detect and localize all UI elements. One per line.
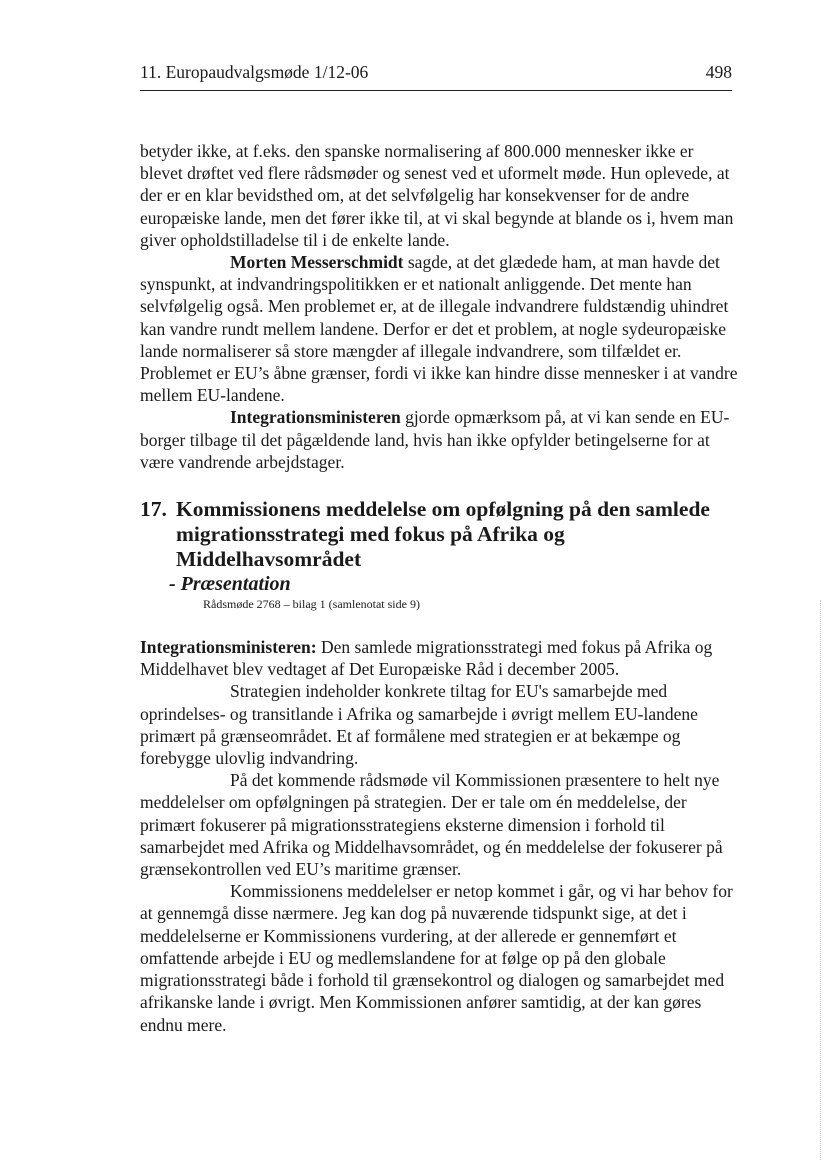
- page-content: [140, 140, 740, 1036]
- paragraph-messerschmidt: [140, 251, 740, 406]
- page-header: [140, 58, 732, 91]
- paragraph-integrationsminister: [140, 406, 740, 473]
- paragraph-continuation: betyder ikke, at f.eks. den spanske normalisering af 800.000 mennesker ikke er blevet drøftet ved flere rådsmøder og senest ved et uformelt møde. Hun oplevede, at der er en klar bevidsthed om, at det selvfølgelig har konsekvenser for de andre europæiske lande, men det fører ikke til, at vi skal begynde at blande os i, hvem man giver opholdstilladelse til i de enkelte lande.: [140, 141, 734, 250]
- paragraph-section-intro: [140, 636, 740, 680]
- header-meeting-title: 11. Europaudvalgsmøde 1/12-06: [140, 62, 369, 82]
- speaker-name: Morten Messerschmidt: [230, 252, 404, 273]
- speaker-name: Integrationsministeren:: [140, 637, 317, 658]
- paragraph-text: Den samlede migrationsstrategi med fokus på Afrika og Middelhavet blev vedtaget af Det Europæiske Råd i december 2005.: [140, 637, 713, 680]
- paragraph-text: gjorde opmærksom på, at vi kan sende en EU-borger tilbage til det pågældende land, hvis han ikke opfylder betingelserne for at være vandrende arbejdstager.: [140, 407, 730, 472]
- section-subtitle: - Præsentation: [169, 573, 291, 596]
- paragraph-text: sagde, at det glædede ham, at man havde det synspunkt, at indvandringspolitikken er et nationalt anliggende. Det mente han selvfølgelig også. Men problemet er, at de illegale indvandrere fuldstændig uhindret kan vandre rundt mellem landene. Derfor er det et problem, at nogle sydeuropæiske lande normaliserer så store mængder af illegale indvandrere, som tilfældet er. Problemet er EU’s åbne grænser, fordi vi ikke kan hindre disse mennesker i at vandre mellem EU-landene.: [140, 252, 738, 406]
- paragraph-strategy: Strategien indeholder konkrete tiltag for EU's samarbejde med oprindelses- og transitlande i Afrika og samarbejde i øvrigt mellem EU-landene primært på grænseområdet. Et af formålene med strategien er at bekæmpe og forebygge ulovlig indvandring.: [140, 681, 698, 769]
- page-number: 498: [705, 62, 732, 82]
- section-title: Kommissionens meddelelse om opfølgning på den samlede migrationsstrategi med fokus på Afrika og Middelhavsområdet: [176, 497, 710, 572]
- section-heading: [140, 497, 740, 572]
- scan-edge-line: [819, 600, 821, 1160]
- paragraph-council-meeting: På det kommende rådsmøde vil Kommissionen præsentere to helt nye meddelelser om opfølgningen på strategien. Der er tale om én meddelelse, der primært fokuserer på migrationsstrategiens eksterne dimension i forhold til samarbejdet med Afrika og Middelhavsområdet, og én meddelelse der fokuserer på grænsekontrollen ved EU’s maritime grænser.: [140, 770, 723, 880]
- speaker-name: Integrationsministeren: [230, 407, 401, 428]
- section-reference: Rådsmøde 2768 – bilag 1 (samlenotat side 9): [203, 597, 420, 612]
- paragraph-commission: Kommissionens meddelelser er netop kommet i går, og vi har behov for at gennemgå disse nærmere. Jeg kan dog på nuværende tidspunkt sige, at det i meddelelserne er Kommissionens vurdering, at der allerede er gennemført et omfattende arbejde i EU og medlemslandene for at følge op på den globale migrationsstrategi både i forhold til grænsekontrol og dialogen og samarbejdet med afrikanske lande i øvrigt. Men Kommissionen anfører samtidig, at der kan gøres endnu mere.: [140, 881, 733, 1035]
- section-number: 17.: [140, 497, 167, 522]
